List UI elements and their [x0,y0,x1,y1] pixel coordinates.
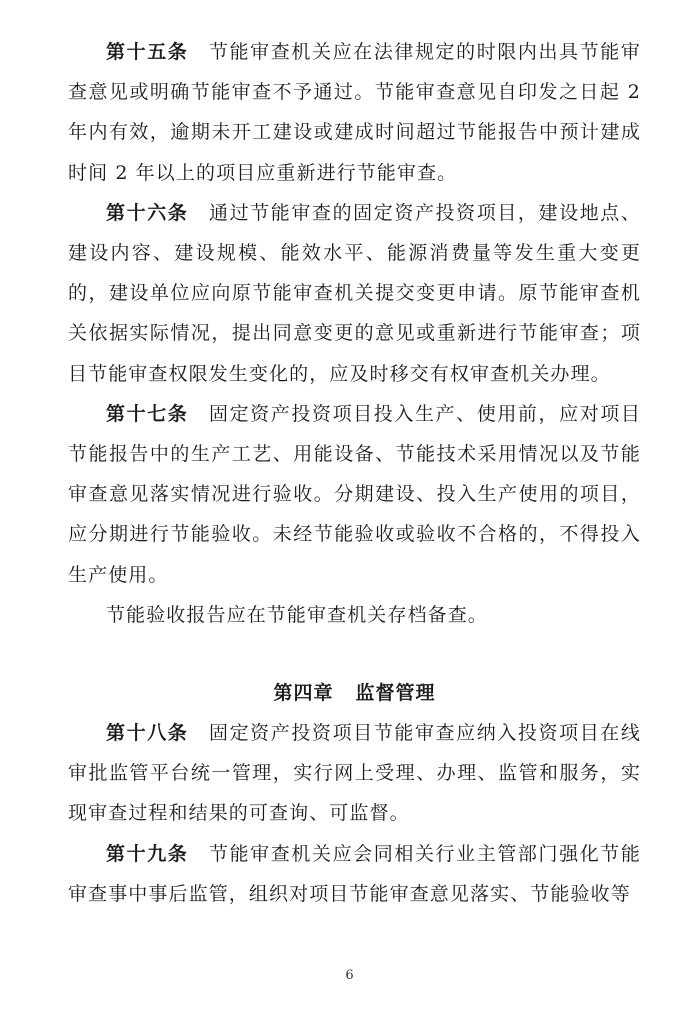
article-15 [68,32,641,193]
article-label: 第十七条 [106,402,189,425]
spacer [68,635,641,673]
chapter-number: 第四章 [273,682,334,705]
article-label: 第十八条 [106,722,189,745]
article-text: 节能审查机关应在法律规定的时限内出具节能审查意见或明确节能审查不予通过。节能审查意见自印发之日起 2 年内有效，逾期未开工建设或建成时间超过节能报告中预计建成时间 2 年以上的项目应重新进行节能审查。 [68,41,641,184]
article-label: 第十五条 [106,41,189,63]
article-label: 第十六条 [106,201,189,224]
page-number: 6 [345,968,354,983]
acceptance-report-paragraph [68,595,641,635]
chapter-heading [68,673,641,713]
article-label: 第十九条 [106,842,189,865]
article-19 [68,834,641,914]
article-16 [68,193,641,394]
article-text: 通过节能审查的固定资产投资项目，建设地点、建设内容、建设规模、能效水平、能源消费量等发生重大变更的，建设单位应向原节能审查机关提交变更申请。原节能审查机关依据实际情况，提出同意变更的意见或重新进行节能审查；项目节能审查权限发生变化的，应及时移交有权审查机关办理。 [68,201,641,385]
article-text: 节能审查机关应会同相关行业主管部门强化节能审查事中事后监管，组织对项目节能审查意见落实、节能验收等 [68,842,641,905]
article-text: 固定资产投资项目节能审查应纳入投资项目在线审批监管平台统一管理，实行网上受理、办理、监管和服务，实现审查过程和结果的可查询、可监督。 [68,722,641,825]
article-17 [68,394,641,595]
article-18 [68,713,641,834]
page-content [68,32,641,914]
chapter-title: 监督管理 [355,682,436,705]
paragraph-text: 节能验收报告应在节能审查机关存档备查。 [106,603,488,626]
article-text: 固定资产投资项目投入生产、使用前，应对项目节能报告中的生产工艺、用能设备、节能技术采用情况以及节能审查意见落实情况进行验收。分期建设、投入生产使用的项目，应分期进行节能验收。未经节能验收或验收不合格的，不得投入生产使用。 [68,402,641,586]
